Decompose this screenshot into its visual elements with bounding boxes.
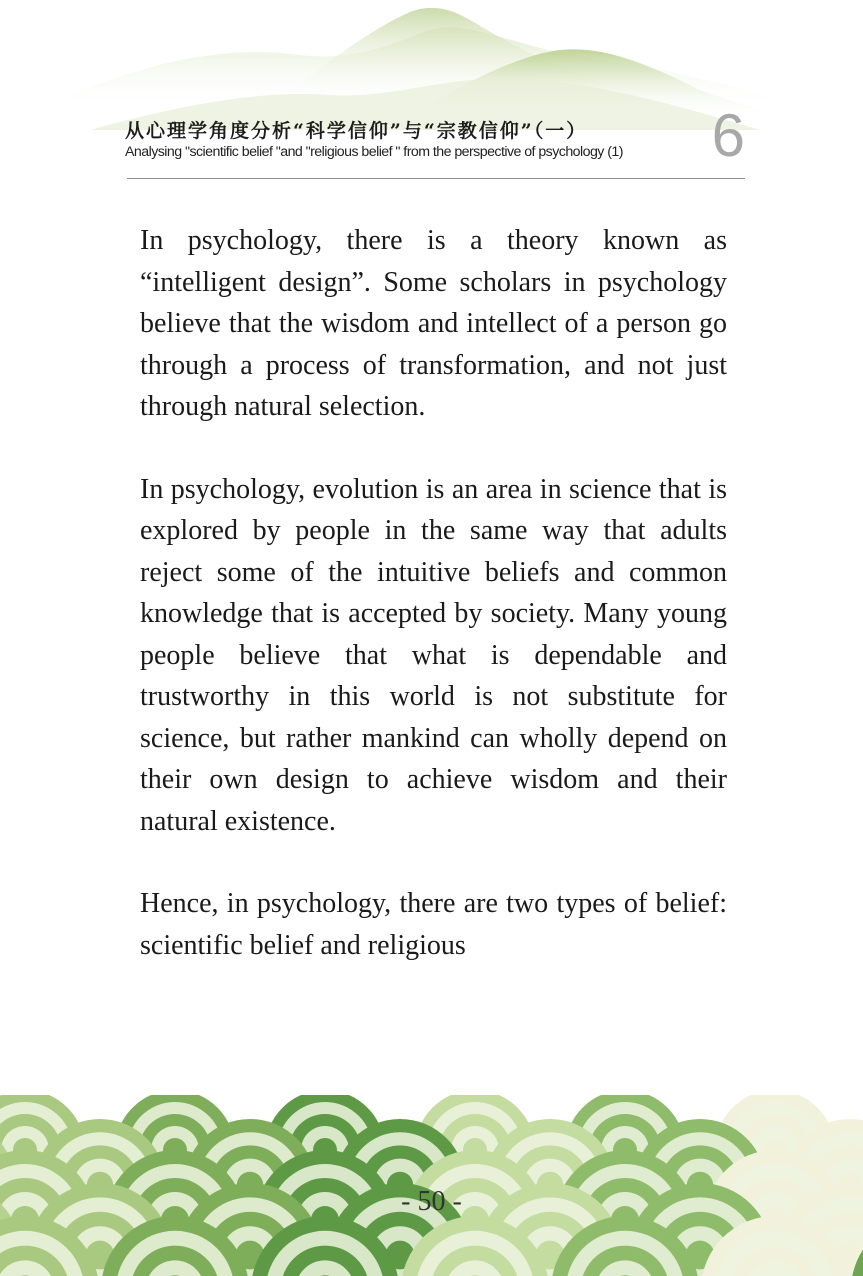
english-title: Analysing "scientific belief "and "religious belief " from the perspective of psychology (1) — [125, 144, 623, 160]
paragraph-2: In psychology, evolution is an area in science that is explored by people in the same way that adults reject some of the intuitive beliefs and common knowledge that is accepted by society. Many young people believe that what is dependable and trustworthy in this world is not substitute for science, but rather mankind can wholly depend on their own design to achieve wisdom and their natural existence. — [140, 473, 727, 837]
page-number: - 50 - — [401, 1186, 462, 1217]
header-divider — [127, 178, 745, 179]
paragraph-1: In psychology, there is a theory known as “intelligent design”. Some scholars in psychology believe that the wisdom and intellect of a person go through a process of transformation, and not just through natural selection. — [140, 225, 727, 422]
body-text — [140, 220, 727, 1007]
paragraph-3: Hence, in psychology, there are two types of belief: scientific belief and religious — [140, 888, 727, 961]
page-header — [125, 102, 745, 180]
chinese-title: 从心理学角度分析“科学信仰”与“宗教信仰”（一） — [125, 120, 588, 142]
chapter-number: 6 — [711, 102, 745, 169]
